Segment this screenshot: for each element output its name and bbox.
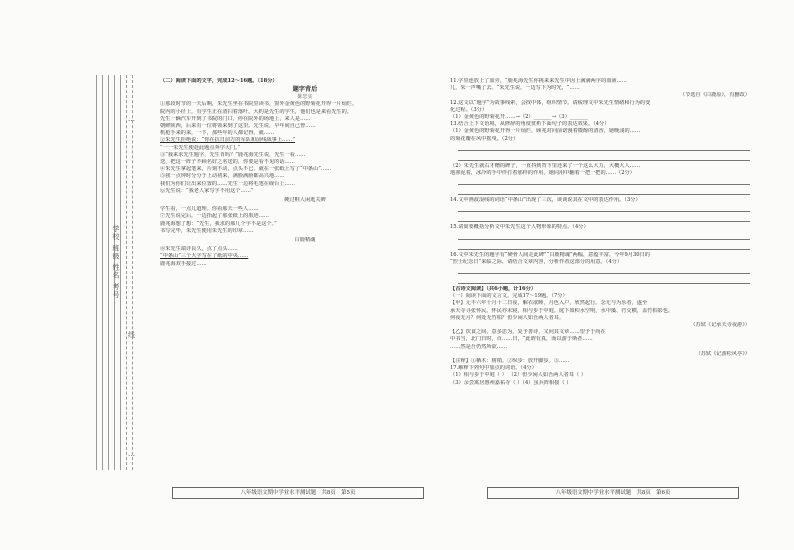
binding-line-label: 学校 班级 姓名 考号 bbox=[112, 225, 120, 299]
answer-line[interactable] bbox=[458, 276, 750, 284]
answer-line[interactable] bbox=[458, 232, 750, 240]
question-line: （2）朱先生就右才赠的碑子，一直抖到背下里还来了一个这么大力，大概大人…… bbox=[450, 162, 641, 169]
paragraph-line: 先生一辆汽车开到了书院的门口，停在院外的场地上，来人是…… bbox=[160, 115, 311, 122]
question-line: 【甲】元丰六年十月十二日夜，解衣欲睡，月色入户，欣然起行。念无与为乐者，遂至 bbox=[450, 300, 648, 307]
question-line: 13.结合上下文语境，从修辞的角度赏析下面句子的表达效果。（4分） bbox=[450, 121, 610, 128]
paragraph-line: ①那段时节的一天后晌，朱先生坐在书院里读书，窗外金黄色的野菊花开得一片灿烂。 bbox=[160, 101, 358, 108]
footer-right: 八年级语文期中学业水平测试题 共8页 第6页 bbox=[487, 487, 739, 499]
paragraph-line: 鹿兆海双手接过…… bbox=[160, 260, 207, 267]
answer-line[interactable] bbox=[458, 214, 750, 222]
question-line: 地渗泥着，冰冷的手中伴打着那样的作用，她同用中翻着一把一把的……（2分） bbox=[450, 170, 635, 177]
question-line: （1）相与步于中庭（ ） （2）但少闲人如吾两人者耳（ ） bbox=[450, 372, 587, 379]
paragraph-line: ④朱先生拿起笔来，片刻不动，点头不已，就在一张纸上写了“中条山”…… bbox=[160, 166, 332, 173]
question-line: 16.文中朱先生的题字有“硬骨人间走此碑”“白鹿精魂”两幅，意蕴丰富。今年9月30日的 bbox=[450, 251, 650, 258]
section-heading: （二）阅读下面的文字，完成12～16题。（18分） bbox=[160, 78, 278, 84]
question-line: 【注释】①栖木：树梢。②纵步：放开脚步。③…… bbox=[450, 358, 570, 365]
binding-margin bbox=[96, 75, 166, 470]
answer-line[interactable] bbox=[458, 177, 750, 185]
answer-line[interactable] bbox=[458, 204, 750, 212]
page-left bbox=[160, 78, 450, 488]
question-line: （节选自《白鹿原》，有删改） bbox=[679, 92, 750, 99]
paragraph-line: 送，把这一阵子不顾名好之名送的，你要是看不见的话…… bbox=[160, 159, 295, 166]
paragraph-line: ⑤我一点钟时分分于上动初来，满脸满脸都高兴地…… bbox=[160, 173, 285, 180]
margin-mark: … bbox=[128, 450, 135, 458]
question-line: 中书当，北门日时，百……曰，“此谓有真，而以游于斯者…… bbox=[450, 336, 593, 343]
question-line: 15.请简要概括分析文中朱先生这个人物形象的特点。（4分） bbox=[450, 224, 589, 231]
answer-line[interactable] bbox=[458, 153, 750, 161]
question-line: （一）阅读下面的文言文，完成17～19题。（7分） bbox=[450, 293, 568, 300]
page-right bbox=[450, 78, 750, 488]
paragraph-line: ②朱先生拒绝说：“你在抗日前方的军队和前线战事上……” bbox=[160, 137, 295, 144]
question-line: （苏轼《记游松风亭》） bbox=[695, 350, 750, 357]
question-line: 17.解释下列句中加点的词语。（4分） bbox=[450, 365, 537, 372]
paragraph-line: 鹿兆海想了想：“先生，我求的那几个字不是这个。” bbox=[160, 220, 277, 227]
question-line: 承天寺寻张怀民。怀民亦未寝，相与步于中庭。庭下如积水空明，水中藻、荇交横，盖竹柏影也。 bbox=[450, 307, 674, 314]
paragraph-line: ⑧朱先生端详良久，点了点头…… bbox=[160, 246, 238, 253]
article-author: 陈忠实 bbox=[297, 94, 313, 101]
question-line: 11.字里连放上了血旁，“鹿兆海先生你挑来来先生中因上满满两字的血液…… bbox=[450, 78, 627, 84]
question-line: “烈士纪念日”来临之际，请结合文章内容，分析作者这部分的用意。（4分） bbox=[450, 258, 623, 265]
paragraph-line: 我们为你们让出来位置的……先生一边将毛笔在砚台上…… bbox=[160, 180, 295, 187]
answer-line[interactable] bbox=[458, 242, 750, 250]
paragraph-line: “中条山”三个大字写在了纸的中央…… bbox=[160, 253, 249, 260]
question-line: （3）余尝寓居惠州嘉祐寺（ ）（4）虽兵阵相接（ ） bbox=[450, 379, 572, 386]
paragraph-line: 院内的小径上，有学生正在清扫着落叶。大约是先生的学生，他们也是来看先生的。 bbox=[160, 108, 352, 115]
sub-heading: 硬过鞋人闲逛关碑 bbox=[284, 197, 326, 204]
question-line: （1）金黄色的野菊花开得一片灿烂，顾兆对问前诺漫着微醇的清香，她晚浅的…… bbox=[450, 128, 641, 135]
question-line: （苏轼《记承天寺夜游》） bbox=[690, 322, 750, 329]
paragraph-line: ⑥先生说：“我老人家写字不用这个……” bbox=[160, 187, 254, 194]
paragraph-line: 学生看，一点儿道理。你看那天一些人…… bbox=[160, 206, 259, 213]
paragraph-line: 朝鲜陕西，后来有一位将领来到了这里。先生说，早年间自己曾…… bbox=[160, 123, 316, 130]
question-line: 12.这文以“题字”为故事线索，会找中体，组织情节。请梳理文中朱先生情绪和行为的变 bbox=[450, 99, 651, 106]
margin-mark: … bbox=[128, 115, 135, 123]
question-line: （1）金黄色的野菊花开……→（2）_______→（3）_______ bbox=[450, 114, 588, 121]
questions-body bbox=[450, 78, 750, 387]
question-line: 化过程。（3分） bbox=[450, 106, 488, 113]
margin-mark: 线 bbox=[128, 331, 135, 339]
sub-heading: 白鹿精魂 bbox=[294, 237, 316, 244]
question-line: 【乙】饮食之间，意多思为，复予善诗，又问其文章……望予于尚在 bbox=[450, 329, 606, 336]
question-line: 的菊花瓣在风中摇曳。（2分） bbox=[450, 135, 519, 142]
question-line: 14.文中画波浪线的词语“中条山”出现了三次，谈谈说其在文中的表达作用。（3分） bbox=[450, 197, 641, 204]
question-line: 何夜无月？何处无竹柏？但少闲人如吾两人者耳。 bbox=[450, 314, 565, 321]
paragraph-line: ⑦先生说完后，一边抬起了那张纸上的墨迹…… bbox=[160, 213, 269, 220]
answer-line[interactable] bbox=[458, 266, 750, 274]
paragraph-line: 书写完毕，朱先生便用朱先生的印章…… bbox=[160, 227, 254, 234]
article-title: 题字背后 bbox=[292, 86, 318, 94]
answer-line[interactable] bbox=[458, 143, 750, 151]
footer-left: 八年级语文期中学业水平测试题 共8页 第5页 bbox=[172, 487, 424, 499]
question-line: 几，朱一声嘴了去。“朱先生说。一边写下为时光，“…… bbox=[450, 85, 580, 92]
paragraph-line: 机枪手来的来，一下，那些年的人都记得，就…… bbox=[160, 130, 275, 137]
paragraph-line: “一一朱先生便赴此题点奔学大门。” bbox=[160, 144, 241, 151]
article-body bbox=[160, 101, 450, 267]
paragraph-line: ③“我来求先生题字，先生肯吗？”鹿兆海先生说，先生一看…… bbox=[160, 151, 306, 158]
question-line: 【古诗文阅读】（共6小题，计16分） bbox=[450, 286, 537, 293]
answer-line[interactable] bbox=[458, 187, 750, 195]
question-line: ……然是吾仍然所欲…… bbox=[450, 343, 508, 350]
